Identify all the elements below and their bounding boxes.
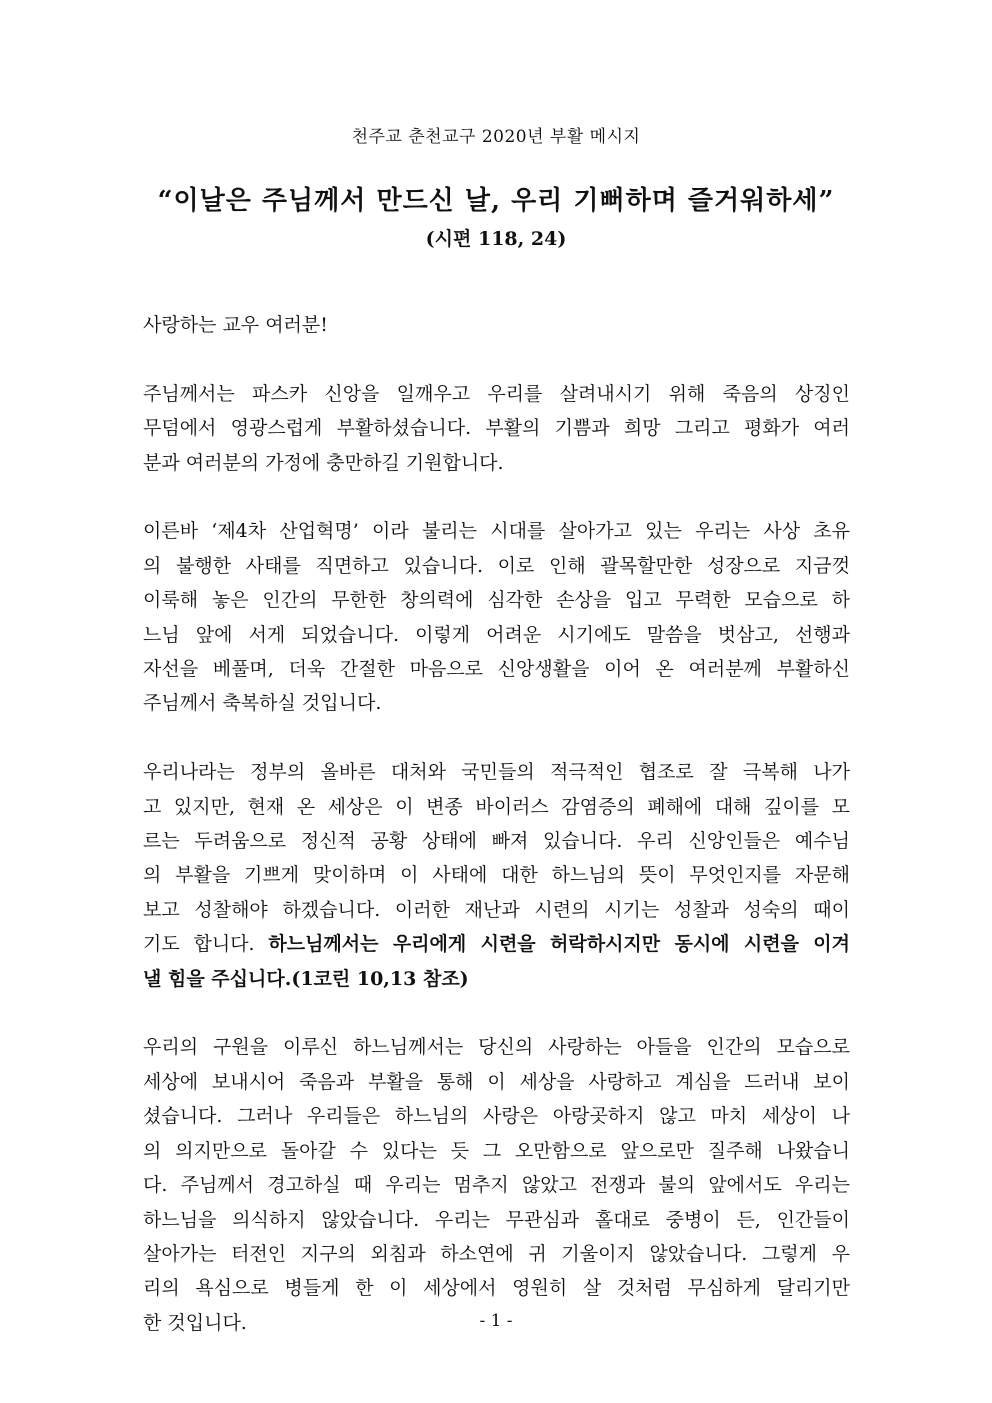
paragraph-line: 느님 앞에 서게 되었습니다. 이렇게 어려운 시기에도 말씀을 벗삼고, 선행과 [143,623,850,646]
greeting [143,308,850,342]
paragraph-line: 주님께서는 파스카 신앙을 일깨우고 우리를 살려내시기 위해 죽음의 상징인 [143,382,850,405]
paragraph-line: 주님께서 축복하실 것입니다. [143,692,382,715]
paragraph-line: 살아가는 터전인 지구의 외침과 하소연에 귀 기울이지 않았습니다. 그렇게 우 [143,1242,850,1265]
plain-text: 기도 합니다. [143,933,269,956]
greeting-line: 사랑하는 교우 여러분! [143,314,328,336]
paragraph-line: 다. 주님께서 경고하실 때 우리는 멈추지 않았고 전쟁과 불의 앞에서도 우리는 [143,1174,850,1197]
paragraph-line: 의 부활을 기쁘게 맞이하며 이 사태에 대한 하느님의 뜻이 무엇인지를 자문해 [143,864,850,887]
paragraph-line: 우리나라는 정부의 올바른 대처와 국민들의 적극적인 협조로 잘 극복해 나가 [143,761,850,784]
paragraph-line: 고 있지만, 현재 온 세상은 이 변종 바이러스 감염증의 폐해에 대해 깊이를 모 [143,795,850,818]
emphasis-text: 하느님께서는 우리에게 시련을 허락하시지만 동시에 시련을 이겨 [268,933,851,956]
paragraph-line: 르는 두려움으로 정신적 공황 상태에 빠져 있습니다. 우리 신앙인들은 예수님 [143,830,850,853]
paragraph-line: 의 의지만으로 돌아갈 수 있다는 듯 그 오만함으로 앞으로만 질주해 나왔습니 [143,1139,850,1162]
emphasis-text: 낼 힘을 주십니다. [143,967,292,990]
paragraph-line-mixed [143,962,850,996]
paragraph-4 [143,1030,850,1340]
paragraph-line: 리의 욕심으로 병들게 한 이 세상에서 영원히 살 것처럼 무심하게 달리기만 [143,1277,850,1300]
document-title: “이날은 주님께서 만드신 날, 우리 기뻐하며 즐거워하세” [157,186,835,216]
paragraph-line: 셨습니다. 그러나 우리들은 하느님의 사랑은 아랑곳하지 않고 마치 세상이 나 [143,1105,850,1128]
scripture-reference: (시편 118, 24) [425,228,567,250]
paragraph-line: 한 것입니다. [143,1311,247,1334]
paragraph-line-mixed [143,927,850,961]
paragraph-line: 세상에 보내시어 죽음과 부활을 통해 이 세상을 사랑하고 계심을 드러내 보이 [143,1070,850,1093]
paragraph-line: 이룩해 놓은 인간의 무한한 창의력에 심각한 손상을 입고 무력한 모습으로 하 [143,589,850,612]
paragraph-line: 무덤에서 영광스럽게 부활하셨습니다. 부활의 기쁨과 희망 그리고 평화가 여러 [143,417,850,440]
bible-citation: (1코린 10,13 참조) [291,967,469,990]
document-body [143,308,850,1375]
paragraph-line: 자선을 베풀며, 더욱 간절한 마음으로 신앙생활을 이어 온 여러분께 부활하신 [143,658,850,681]
page-number: - 1 - [479,1311,513,1331]
paragraph-line: 분과 여러분의 가정에 충만하길 기원합니다. [143,451,504,474]
document-header: 천주교 춘천교구 2020년 부활 메시지 [351,127,641,147]
paragraph-1 [143,377,850,480]
paragraph-line: 이른바 ‘제4차 산업혁명’ 이라 불리는 시대를 살아가고 있는 우리는 사상 초유 [143,520,850,543]
paragraph-line: 하느님을 의식하지 않았습니다. 우리는 무관심과 홀대로 중병이 든, 인간들이 [143,1208,850,1231]
paragraph-line: 우리의 구원을 이루신 하느님께서는 당신의 사랑하는 아들을 인간의 모습으로 [143,1036,850,1059]
paragraph-line: 보고 성찰해야 하겠습니다. 이러한 재난과 시련의 시기는 성찰과 성숙의 때이 [143,898,850,921]
paragraph-line: 의 불행한 사태를 직면하고 있습니다. 이로 인해 괄목할만한 성장으로 지금껏 [143,554,850,577]
paragraph-3 [143,755,850,996]
paragraph-2 [143,514,850,720]
